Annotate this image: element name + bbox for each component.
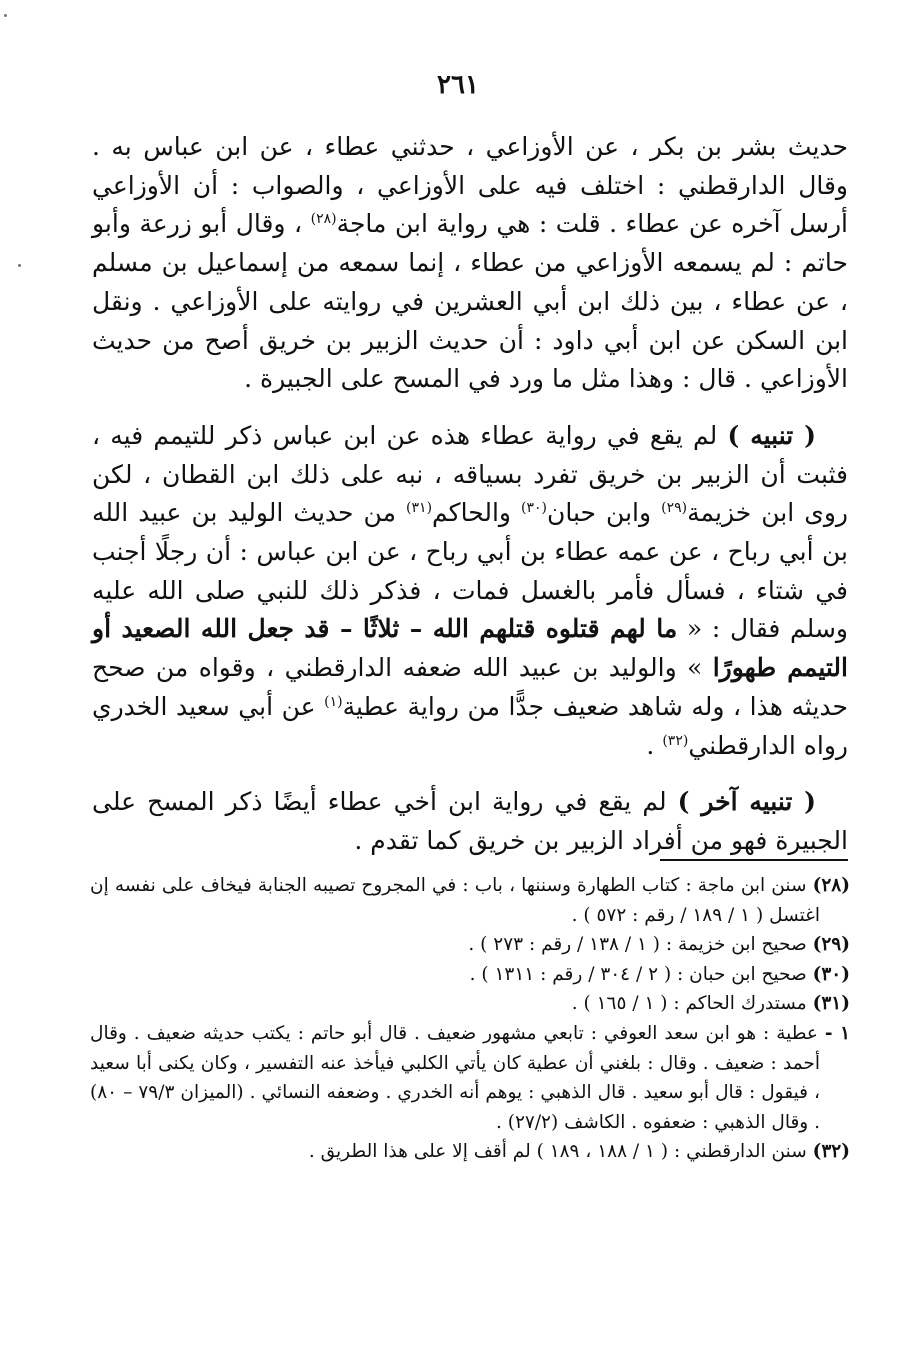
scan-speck bbox=[18, 264, 21, 267]
footnote-ref-31: (٣١) bbox=[406, 500, 433, 517]
hadith-quote: ما لهم قتلوه قتلهم الله – ثلاثًا – قد جعل الله الصعيد أو التيمم طهورًا bbox=[92, 614, 848, 683]
note-heading: ( تنبيه آخر ) bbox=[677, 787, 816, 817]
footnote-separator bbox=[660, 859, 848, 861]
footnote-28: (٢٨) سنن ابن ماجة : كتاب الطهارة وسننها ، باب : في المجروح تصيبه الجنابة فيخاف على نفسه إن اغتسل ( ١ / ١٨٩ / رقم : ٥٧٢ ) . bbox=[90, 875, 850, 926]
footnote-ref-32: (٣٢) bbox=[662, 732, 689, 749]
footnote-31: (٣١) مستدرك الحاكم : ( ١ / ١٦٥ ) . bbox=[571, 993, 850, 1015]
footnote-ref-29: (٢٩) bbox=[661, 500, 688, 517]
footnote-ref-28: (٢٨) bbox=[310, 211, 337, 228]
paragraph-2: ( تنبيه ) لم يقع في رواية عطاء هذه عن ابن عباس ذكر للتيمم فيه ، فثبت أن الزبير بن خريق تفرد بسياقه ، نبه على ذلك ابن القطان ، لكن روى ابن خزيمة$^{(٢٩)}$ وابن حبان$^{(٣٠)}$ والحاكم$^{(٣١)}$ من حديث الوليد بن عبيد الله بن أبي رباح ، عن عمه عطاء بن أبي رباح ، عن ابن عباس : أن رجلًا أجنب في شتاء ، فسأل فأمر بالغسل فمات ، فذكر ذلك للنبي صلى الله عليه وسلم فقال : « ما لهم قتلوه قتلهم الله – ثلاثًا – قد جعل الله الصعيد أو التيمم طهورًا » والوليد بن عبيد الله ضعفه الدارقطني ، وقواه من صحح حديثه هذا ، وله شاهد ضعيف جدًّا من رواية عطية$^{(١)}$ عن أبي سعيد الخدري رواه الدارقطني$^{(٣٢)}$ . bbox=[92, 420, 848, 760]
footnote-29: (٢٩) صحيح ابن خزيمة : ( ١ / ١٣٨ / رقم : ٢٧٣ ) . bbox=[468, 934, 850, 956]
page-number: ٢٦١ bbox=[437, 70, 479, 100]
footnote-ref-30: (٣٠) bbox=[521, 500, 548, 517]
main-text bbox=[92, 128, 848, 861]
paragraph-3: ( تنبيه آخر ) لم يقع في رواية ابن أخي عطاء أيضًا ذكر المسح على الجبيرة فهو من أفراد الزبير بن خريق كما تقدم . bbox=[92, 787, 848, 855]
note-heading: ( تنبيه ) bbox=[727, 420, 817, 450]
scan-speck bbox=[4, 14, 7, 17]
footnotes bbox=[90, 871, 850, 1167]
footnote-ref-1: (١) bbox=[324, 693, 343, 710]
footnote-30: (٣٠) صحيح ابن حبان : ( ٢ / ٣٠٤ / رقم : ١٣١١ ) . bbox=[469, 963, 850, 985]
footnote-32: (٣٢) سنن الدارقطني : ( ١ / ١٨٨ ، ١٨٩ ) لم أقف إلا على هذا الطريق . bbox=[308, 1141, 850, 1163]
footnote-1: ١ - عطية : هو ابن سعد العوفي : تابعي مشهور ضعيف . قال أبو حاتم : يكتب حديثه ضعيف . وقال أحمد : ضعيف . وقال : بلغني أن عطية كان يأتي الكلبي فيأخذ عنه التفسير ، وكان يكنى أبا سعيد ، فيقول : قال أبو سعيد . قال الذهبي : يوهم أنه الخدري . وضعفه النسائي . (الميزان ٧٩/٣ – ٨٠) . وقال الذهبي : ضعفوه . الكاشف (٢٧/٢) . bbox=[90, 1022, 850, 1133]
paragraph-1: حديث بشر بن بكر ، عن الأوزاعي ، حدثني عطاء ، عن ابن عباس به . وقال الدارقطني : اختلف فيه على الأوزاعي ، والصواب : أن الأوزاعي أرسل آخره عن عطاء . قلت : هي رواية ابن ماجة$^{(٢٨)}$ ، وقال أبو زرعة وأبو حاتم : لم يسمعه الأوزاعي من عطاء ، إنما سمعه من إسماعيل بن مسلم ، عن عطاء ، بين ذلك ابن أبي العشرين في روايته على الأوزاعي . ونقل ابن السكن عن ابن أبي داود : أن حديث الزبير بن خريق أصح من حديث الأوزاعي . قال : وهذا مثل ما ورد في المسح على الجبيرة . bbox=[92, 132, 848, 394]
